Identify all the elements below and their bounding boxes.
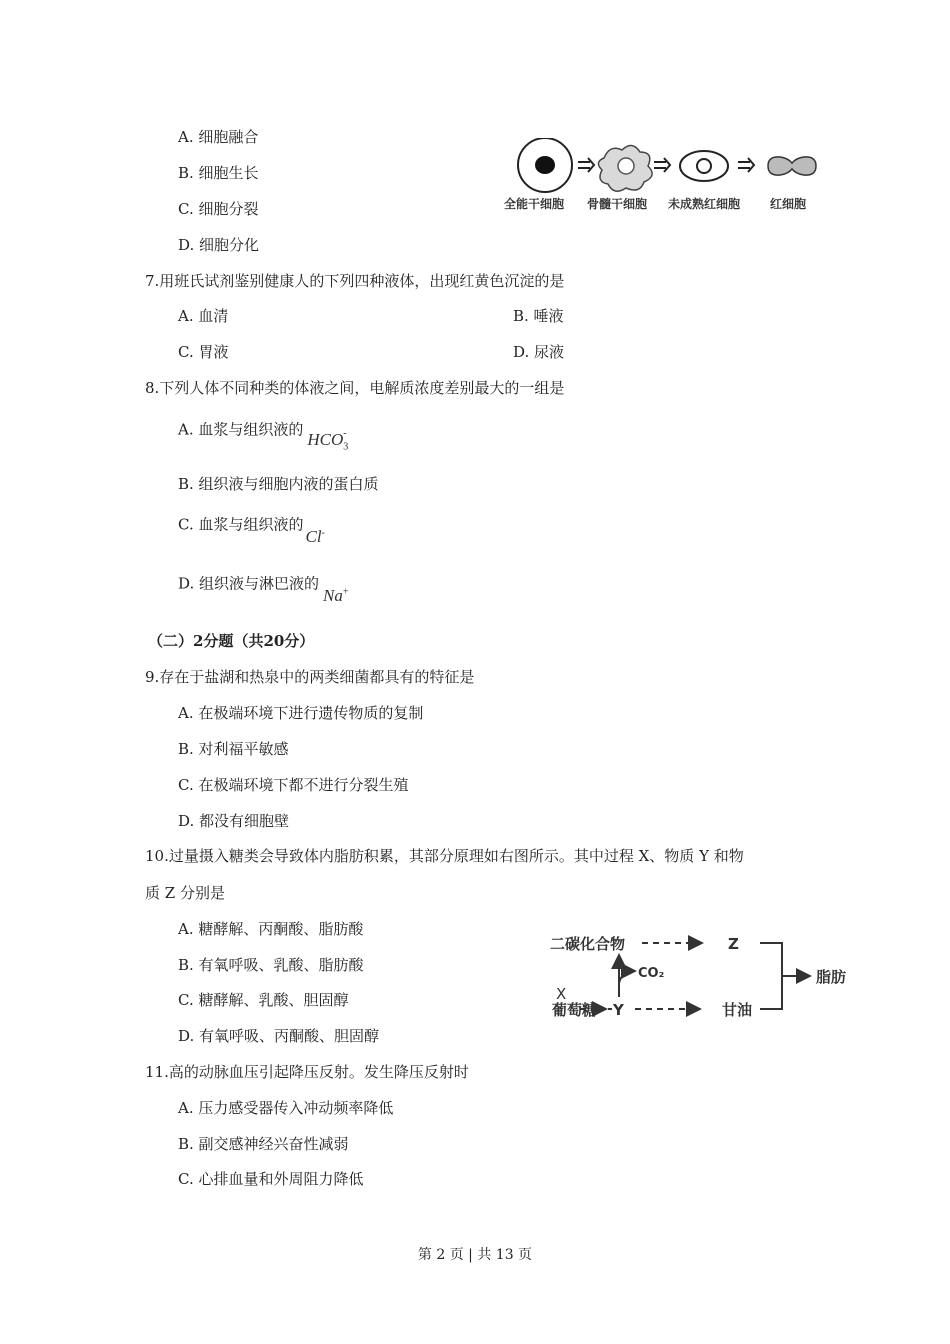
q8-option-d — [178, 570, 349, 605]
cell-differentiation-figure — [498, 138, 828, 218]
q9-option-b: B. 对利福平敏感 — [178, 740, 289, 758]
q8-option-d-text: D. 组织液与淋巴液的 — [178, 574, 320, 593]
q10-option-b: B. 有氧呼吸、乳酸、脂肪酸 — [178, 956, 364, 974]
co2-label: CO₂ — [638, 966, 665, 981]
sodium-ion: Na+ — [323, 585, 349, 605]
caption-red-blood-cell: 红细胞 — [770, 197, 807, 211]
q7-option-b: B. 唾液 — [513, 307, 564, 325]
q11-option-c: C. 心排血量和外周阻力降低 — [178, 1170, 364, 1188]
q6-option-b: B. 细胞生长 — [178, 164, 259, 182]
caption-bone-marrow-stem-cell: 骨髓干细胞 — [587, 197, 648, 211]
q11-stem: 11.高的动脉血压引起降压反射。发生降压反射时 — [145, 1063, 469, 1081]
q8-option-b: B. 组织液与细胞内液的蛋白质 — [178, 475, 379, 493]
section-header: （二）2分题（共20分） — [148, 632, 315, 650]
q10-option-c: C. 糖酵解、乳酸、胆固醇 — [178, 991, 349, 1009]
bicarbonate-ion: $HCO_3^-$ — [307, 428, 349, 453]
q7-option-a: A. 血清 — [178, 307, 229, 325]
glucose-to-fat-diagram — [470, 925, 870, 1025]
q9-option-a: A. 在极端环境下进行遗传物质的复制 — [178, 704, 424, 722]
q8-option-a-text: A. 血浆与组织液的 — [178, 420, 304, 439]
y-label: Y — [613, 1001, 624, 1019]
q9-stem: 9.存在于盐湖和热泉中的两类细菌都具有的特征是 — [145, 668, 475, 686]
caption-totipotent-stem-cell: 全能干细胞 — [504, 197, 565, 211]
arrow-icon — [654, 158, 670, 172]
two-carbon-compound-label: 二碳化合物 — [550, 935, 626, 953]
q10-option-d: D. 有氧呼吸、丙酮酸、胆固醇 — [178, 1027, 380, 1045]
q7-option-d: D. 尿液 — [513, 343, 565, 361]
q10-stem-line2: 质 Z 分别是 — [145, 884, 225, 902]
q6-option-d: D. 细胞分化 — [178, 236, 260, 254]
q6-option-c: C. 细胞分裂 — [178, 200, 259, 218]
q8-stem: 8.下列人体不同种类的体液之间，电解质浓度差别最大的一组是 — [145, 379, 565, 397]
fat-label: 脂肪 — [816, 968, 847, 986]
red-blood-cell-icon — [768, 157, 816, 175]
chloride-ion: Cl- — [305, 526, 325, 546]
glycerol-label: 甘油 — [722, 1001, 753, 1019]
x-label: X — [556, 985, 567, 1003]
q8-option-c — [178, 511, 325, 546]
arrow-icon — [578, 158, 594, 172]
q7-option-c: C. 胃液 — [178, 343, 229, 361]
q10-option-a: A. 糖酵解、丙酮酸、脂肪酸 — [178, 920, 364, 938]
q11-option-b: B. 副交感神经兴奋性减弱 — [178, 1135, 349, 1153]
q6-option-a: A. 细胞融合 — [178, 128, 259, 146]
arrow-icon — [738, 158, 754, 172]
z-label: Z — [728, 935, 739, 953]
q10-stem-line1: 10.过量摄入糖类会导致体内脂肪积累，其部分原理如右图所示。其中过程 X、物质 Y 和物 — [145, 847, 744, 865]
q8-option-a — [178, 416, 349, 453]
q8-option-c-text: C. 血浆与组织液的 — [178, 515, 304, 534]
q9-option-d: D. 都没有细胞壁 — [178, 812, 290, 830]
caption-immature-red-blood-cell: 未成熟红细胞 — [668, 197, 741, 211]
q11-option-a: A. 压力感受器传入冲动频率降低 — [178, 1099, 394, 1117]
q7-stem: 7.用班氏试剂鉴别健康人的下列四种液体，出现红黄色沉淀的是 — [145, 272, 565, 290]
page-footer: 第 2 页 | 共 13 页 — [417, 1247, 533, 1263]
q9-option-c: C. 在极端环境下都不进行分裂生殖 — [178, 776, 409, 794]
glucose-label: 葡萄糖 — [552, 1001, 598, 1019]
